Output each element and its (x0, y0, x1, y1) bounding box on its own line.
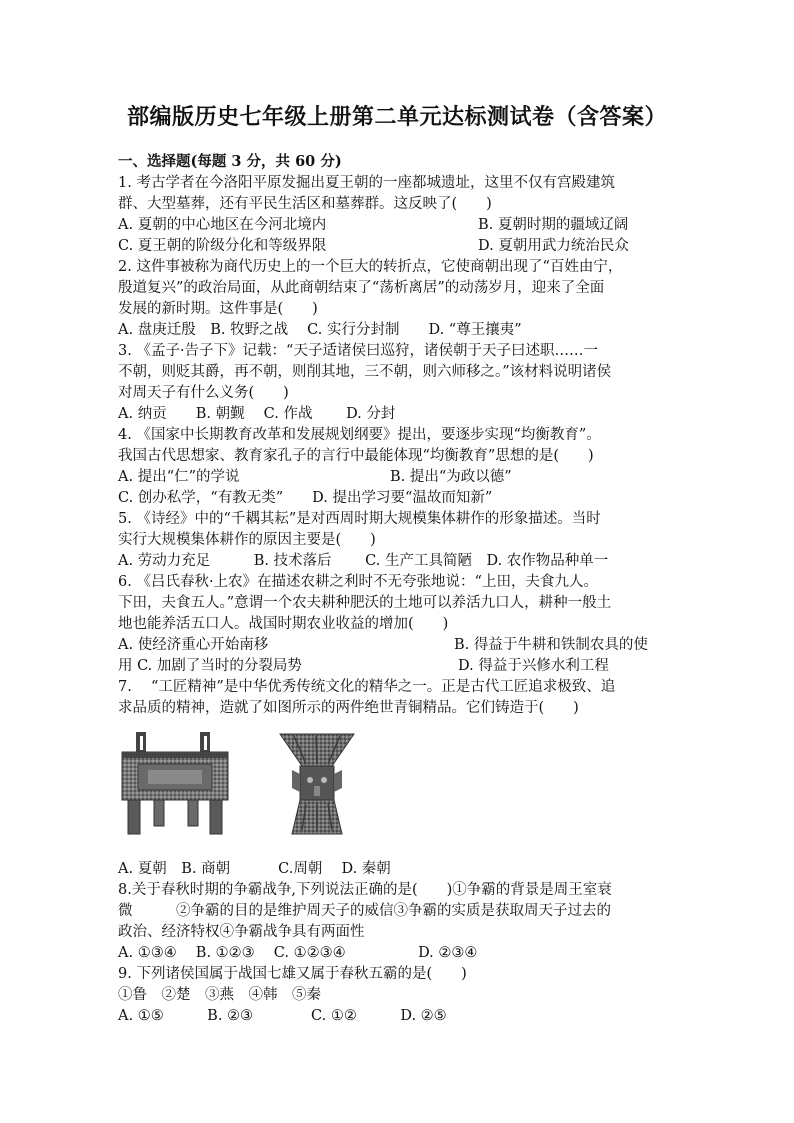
q1-option-c: C. 夏王朝的阶级分化和等级界限 (118, 238, 327, 254)
q7-line-2: 求品质的精神，造就了如图所示的两件绝世青铜精品。它们铸造于( ) (118, 700, 579, 716)
q5-options: A. 劳动力充足 B. 技术落后 C. 生产工具简陋 D. 农作物品种单一 (118, 553, 609, 569)
q5-line-2: 实行大规模集体耕作的原因主要是( ) (118, 532, 376, 548)
q3-line-3: 对周天子有什么义务( ) (118, 385, 289, 401)
q6-option-a: A. 使经济重心开始南移 (118, 637, 269, 653)
q6-option-d: D. 得益于兴修水利工程 (458, 658, 609, 674)
q1-option-b: B. 夏朝时期的疆域辽阔 (478, 217, 629, 233)
q4-option-b: B. 提出“为政以德” (390, 469, 512, 485)
q6-line-1: 6. 《吕氏春秋·上农》在描述农耕之利时不无夸张地说：“上田，夫食九人。 (118, 574, 598, 590)
q4-options-row-2: C. 创办私学，“有教无类” D. 提出学习要“温故而知新” (118, 490, 493, 506)
q4-line-1: 4. 《国家中长期教育改革和发展规划纲要》提出，要逐步实现“均衡教育”。 (118, 427, 601, 443)
q8-line-2: 微 ②争霸的目的是维护周天子的威信③争霸的实质是获取周天子过去的 (118, 903, 611, 919)
q6-line-3: 地也能养活五口人。战国时期农业收益的增加( ) (118, 616, 449, 632)
bronze-figures (118, 730, 358, 845)
q6-option-b: B. 得益于牛耕和铁制农具的使 (454, 637, 648, 653)
section-heading: 一、选择题(每题 3 分，共 60 分) (118, 153, 342, 170)
q3-options: A. 纳贡 B. 朝觐 C. 作战 D. 分封 (118, 406, 396, 422)
q3-line-2: 不朝，则贬其爵，再不朝，则削其地，三不朝，则六师移之。”该材料说明诸侯 (118, 364, 612, 380)
q8-line-3: 政治、经济特权④争霸战争具有两面性 (118, 924, 365, 940)
q4-line-2: 我国古代思想家、教育家孔子的言行中最能体现“均衡教育”思想的是( ) (118, 448, 594, 464)
q6-option-c: 用 C. 加剧了当时的分裂局势 (118, 658, 302, 674)
q7-line-1: 7. “工匠精神”是中华优秀传统文化的精华之一。正是古代工匠追求极致、追 (118, 679, 616, 695)
q9-options: A. ①⑤ B. ②③ C. ①② D. ②⑤ (118, 1008, 447, 1024)
q4-option-a: A. 提出“仁”的学说 (118, 469, 240, 485)
q1-option-a: A. 夏朝的中心地区在今河北境内 (118, 217, 327, 233)
q8-line-1: 8.关于春秋时期的争霸战争,下列说法正确的是( )①争霸的背景是周王室衰 (118, 882, 612, 898)
q5-line-1: 5. 《诗经》中的“千耦其耘”是对西周时期大规模集体耕作的形象描述。当时 (118, 511, 601, 527)
q9-line-2: ①鲁 ②楚 ③燕 ④韩 ⑤秦 (118, 987, 321, 1003)
q8-options: A. ①③④ B. ①②③ C. ①②③④ D. ②③④ (118, 945, 478, 961)
q3-line-1: 3. 《孟子·告子下》记载：“天子适诸侯曰巡狩，诸侯朝于天子曰述职……一 (118, 343, 598, 359)
q1-option-d: D. 夏朝用武力统治民众 (478, 238, 629, 254)
zun-vessel-image (276, 730, 358, 840)
square-ding-image (118, 730, 233, 840)
q6-line-2: 下田，夫食五人。”意谓一个农夫耕种肥沃的土地可以养活九口人，耕种一般土 (118, 595, 612, 611)
q9-line-1: 9. 下列诸侯国属于战国七雄又属于春秋五霸的是( ) (118, 966, 467, 982)
q2-line-2: 殷道复兴”的政治局面，从此商朝结束了“荡析离居”的动荡岁月，迎来了全面 (118, 280, 605, 296)
q1-line-1: 1. 考古学者在今洛阳平原发掘出夏王朝的一座都城遗址，这里不仅有宫殿建筑 (118, 175, 615, 191)
q1-line-2: 群、大型墓葬，还有平民生活区和墓葬群。这反映了( ) (118, 196, 492, 212)
q2-options: A. 盘庚迁殷 B. 牧野之战 C. 实行分封制 D. “尊王攘夷” (118, 322, 522, 338)
q7-options: A. 夏朝 B. 商朝 C.周朝 D. 秦朝 (118, 861, 391, 877)
q2-line-1: 2. 这件事被称为商代历史上的一个巨大的转折点，它使商朝出现了“百姓由宁， (118, 259, 623, 275)
page-title: 部编版历史七年级上册第二单元达标测试卷（含答案） (126, 105, 667, 130)
q2-line-3: 发展的新时期。这件事是( ) (118, 301, 318, 317)
